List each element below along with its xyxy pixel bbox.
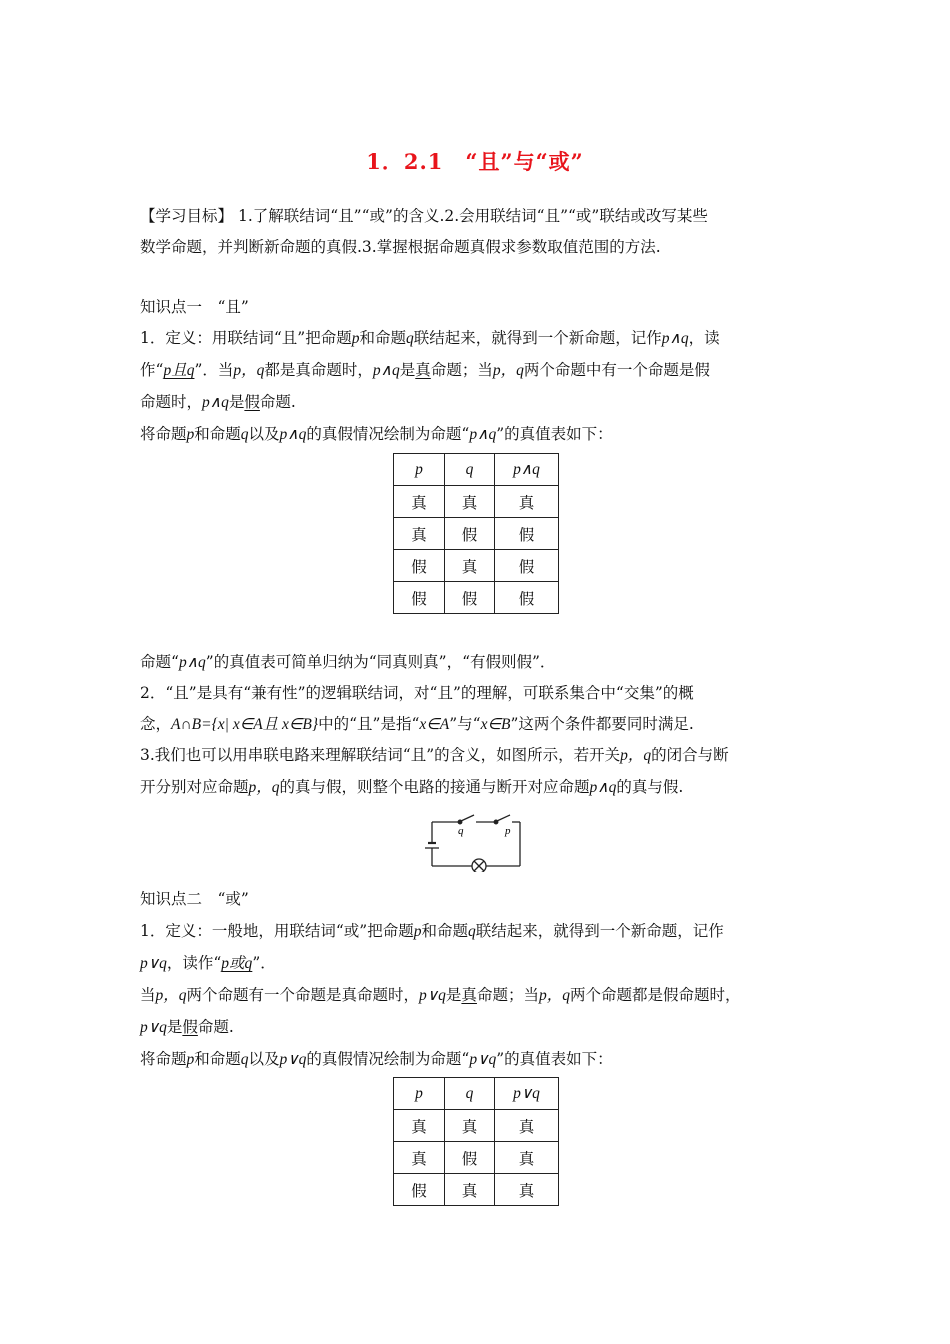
objectives-label: 【学习目标】 [140,207,234,225]
table-cell: 真 [445,550,495,582]
k2-true-blank: 真 [461,986,477,1004]
page-title: 1．2.1 “且”与“或” [366,149,584,174]
table-cell: 假 [394,582,445,614]
k1-point3-line-1: 3.我们也可以用串联电路来理解联结词“且”的含义，如图所示，若开关p，q的闭合与断 [140,746,729,764]
table-header-row [394,1078,559,1110]
table-cell: 真 [394,486,445,518]
objectives-line-2: 数学命题，并判断新命题的真假.3.掌握根据命题真假求参数取值范围的方法. [140,238,661,256]
k2-read-as: p或q [221,955,253,972]
table-cell: 假 [495,518,559,550]
table-cell: 假 [445,518,495,550]
k1-definition-line-3: 命题时，p∧q是假命题. [140,393,296,411]
table-row [394,1174,559,1206]
k1-false-blank: 假 [244,393,260,411]
k2-definition-line-1: 1．定义：一般地，用联结词“或”把命题p和命题q联结起来，就得到一个新命题，记作 [140,922,724,940]
k1-table-intro: 将命题p和命题q以及p∧q的真假情况绘制为命题“p∧q”的真值表如下： [140,425,613,443]
section-heading-or: 知识点二 “或” [140,890,249,908]
table-cell: 真 [445,1174,495,1206]
k2-definition-line-2: p∨q，读作“p或q”． [140,954,276,972]
table-cell: 真 [394,1142,445,1174]
k1-point2-line-2: 念，A∩B={x| x∈A且 x∈B}中的“且”是指“x∈A”与“x∈B”这两个条件都要同时满足. [140,715,694,733]
table-cell: 真 [445,486,495,518]
switch-q-label: q [458,825,464,837]
table-row [394,1142,559,1174]
k1-point3-line-2: 开分别对应命题p，q的真与假，则整个电路的接通与断开对应命题p∧q的真与假. [140,778,684,796]
table-cell: 真 [495,1174,559,1206]
section-heading-and: 知识点一 “且” [140,298,249,316]
series-circuit-diagram [424,810,526,872]
table-header: p∨q [495,1078,559,1110]
k1-definition-line-1: 1．定义：用联结词“且”把命题p和命题q联结起来，就得到一个新命题，记作p∧q，读 [140,329,720,347]
table-row [394,518,559,550]
k1-point2-line-1: 2．“且”是具有“兼有性”的逻辑联结词，对“且”的理解，可联系集合中“交集”的概 [140,684,694,702]
table-cell: 真 [495,486,559,518]
table-cell: 真 [495,1110,559,1142]
objectives-line-1: 【学习目标】 1.了解联结词“且”“或”的含义.2.会用联结词“且”“或”联结或改写某些 [140,207,708,225]
switch-p-lever [497,815,510,821]
k1-read-as: p且q [163,362,195,379]
switch-q-lever [461,815,474,821]
table-header: p∧q [495,454,559,486]
table-row [394,582,559,614]
table-cell: 假 [495,550,559,582]
k2-table-intro: 将命题p和命题q以及p∨q的真假情况绘制为命题“p∨q”的真值表如下： [140,1050,613,1068]
table-cell: 真 [495,1142,559,1174]
table-header: q [445,1078,495,1110]
truth-table-or [393,1077,559,1206]
k1-definition-line-2: 作“p且q”．当p，q都是真命题时，p∧q是真命题；当p，q两个命题中有一个命题是假 [140,361,710,379]
table-header-row [394,454,559,486]
table-cell: 假 [445,1142,495,1174]
table-row [394,486,559,518]
table-header: p [394,454,445,486]
table-cell: 真 [394,518,445,550]
table-row [394,1110,559,1142]
table-cell: 假 [394,550,445,582]
table-row [394,550,559,582]
k1-summary: 命题“p∧q”的真值表可简单归纳为“同真则真”，“有假则假”． [140,653,556,671]
k2-truth-line-2: p∨q是假命题. [140,1018,234,1036]
truth-table-and [393,453,559,614]
table-cell: 假 [495,582,559,614]
table-cell: 假 [445,582,495,614]
table-cell: 假 [394,1174,445,1206]
table-header: p [394,1078,445,1110]
k1-true-blank: 真 [415,361,431,379]
k2-truth-line-1: 当p，q两个命题有一个命题是真命题时，p∨q是真命题；当p，q两个命题都是假命题时， [140,986,741,1004]
table-cell: 真 [394,1110,445,1142]
switch-p-label: p [505,825,511,837]
table-header: q [445,454,495,486]
table-cell: 真 [445,1110,495,1142]
k2-false-blank: 假 [182,1018,198,1036]
